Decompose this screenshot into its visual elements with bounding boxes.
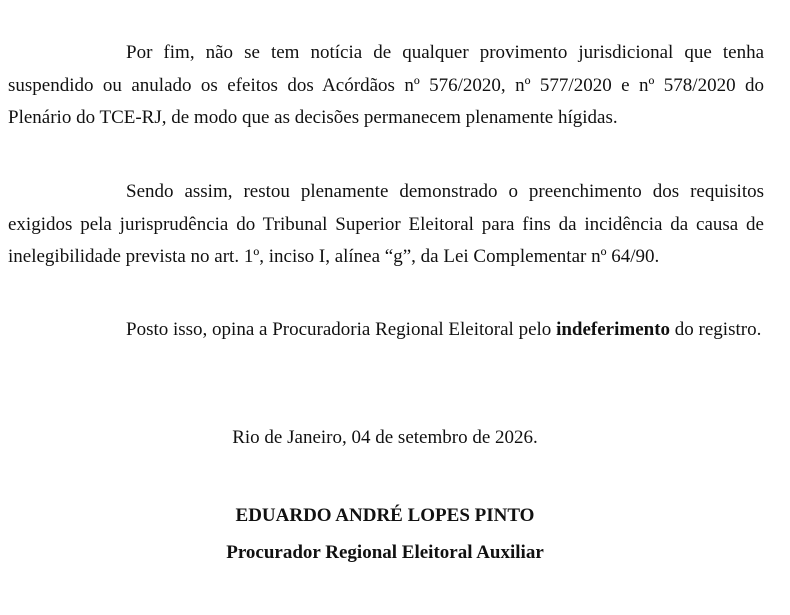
signer-title: Procurador Regional Eleitoral Auxiliar bbox=[226, 542, 544, 563]
paragraph-text-after: do registro. bbox=[670, 319, 762, 340]
paragraph-conclusao bbox=[8, 314, 764, 347]
paragraph-requisitos bbox=[8, 176, 764, 274]
signer-name: EDUARDO ANDRÉ LOPES PINTO bbox=[235, 505, 535, 526]
paragraph-text: Por fim, não se tem notícia de qualquer provimento jurisdicional que tenha suspendido ou anulado os efeitos dos Acórdãos nº 576/2020, nº 577/2020 e nº 578/2020 do Plenário do TCE-RJ, de modo que as decisões permanecem plenamente hígidas. bbox=[8, 42, 764, 128]
paragraph-text-before: Posto isso, opina a Procuradoria Regional Eleitoral pelo bbox=[126, 319, 557, 340]
paragraph-provimento bbox=[8, 37, 764, 135]
paragraph-bold-term: indeferimento bbox=[556, 319, 671, 340]
paragraph-text: Sendo assim, restou plenamente demonstrado o preenchimento dos requisitos exigidos pela jurisprudência do Tribunal Superior Eleitoral para fins da incidência da causa de inelegibilidade prevista no art. 1º, inciso I, alínea “g”, da Lei Complementar nº 64/90. bbox=[8, 181, 764, 267]
date-line: Rio de Janeiro, 04 de setembro de 2026. bbox=[232, 427, 538, 448]
